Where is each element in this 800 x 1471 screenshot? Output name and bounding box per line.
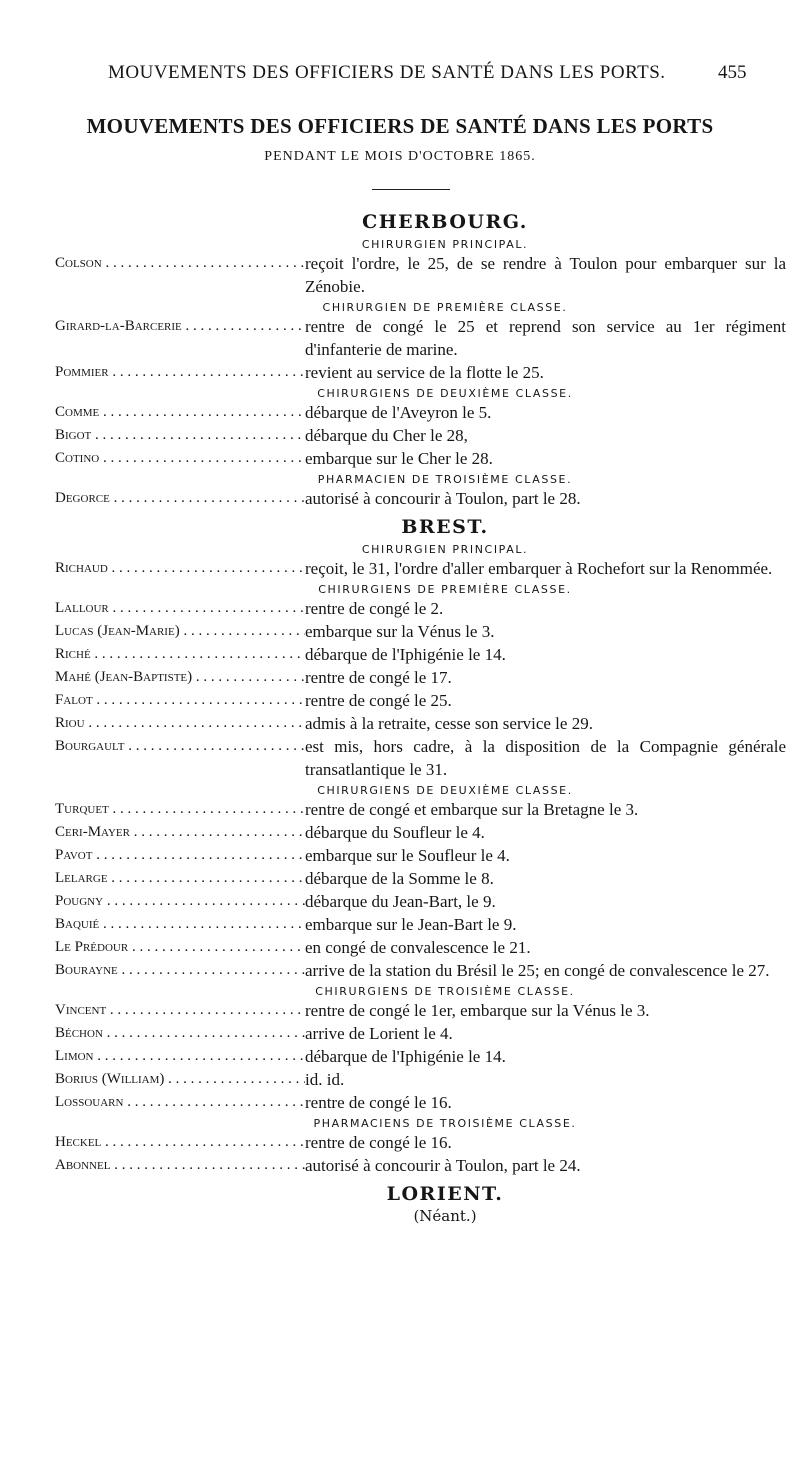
movement-text: reçoit l'ordre, le 25, de se rendre à Toulon pour embarquer sur la Zénobie.	[305, 254, 786, 296]
title-divider	[372, 189, 450, 190]
entry-row	[55, 890, 790, 913]
movement-text: reçoit, le 31, l'ordre d'aller embarquer à Rochefort sur la Renommée.	[305, 559, 773, 578]
entry-row	[55, 643, 790, 666]
document-body	[55, 205, 790, 1225]
officer-name: Falot . . .	[55, 689, 305, 712]
entry-row	[55, 867, 790, 890]
officer-name: Bourgault . . .	[55, 735, 305, 781]
movement-text: débarque du Soufleur le 4.	[305, 823, 485, 842]
entry-row	[55, 424, 790, 447]
officer-name: Richaud . . .	[55, 557, 305, 580]
officer-name: Vincent . . .	[55, 999, 305, 1022]
movement-text: rentre de congé le 16.	[305, 1093, 452, 1112]
grade-heading: CHIRURGIENS DE DEUXIÈME CLASSE.	[317, 387, 573, 400]
officer-name: Degorce . . .	[55, 487, 305, 510]
entry-row	[55, 557, 790, 580]
movement-text: débarque de l'Iphigénie le 14.	[305, 645, 506, 664]
entry-row	[55, 1068, 790, 1091]
grade-heading: PHARMACIEN DE TROISIÈME CLASSE.	[317, 473, 573, 486]
officer-name: Béchon . . .	[55, 1022, 305, 1045]
officer-name: Lallour . . .	[55, 597, 305, 620]
officer-name: Lossouarn . . .	[55, 1091, 305, 1114]
entry-row	[55, 361, 790, 384]
running-header: MOUVEMENTS DES OFFICIERS DE SANTÉ DANS LES PORTS.	[108, 62, 666, 83]
entry-row	[55, 401, 790, 424]
officer-name: Colson . . .	[55, 252, 305, 298]
entry-row	[55, 666, 790, 689]
movement-text: id. id.	[305, 1070, 345, 1089]
movement-text: embarque sur le Soufleur le 4.	[305, 846, 510, 865]
officer-name: Baquié . . .	[55, 913, 305, 936]
movement-text: débarque de l'Iphigénie le 14.	[305, 1047, 506, 1066]
entry-row	[55, 798, 790, 821]
entry-row	[55, 821, 790, 844]
officer-name: Riou . . .	[55, 712, 305, 735]
grade-heading: PHARMACIENS DE TROISIÈME CLASSE.	[313, 1117, 577, 1130]
page-number: 455	[718, 62, 747, 83]
officer-name: Mahé (Jean-Baptiste) . . .	[55, 666, 305, 689]
entry-row	[55, 712, 790, 735]
officer-name: Pommier . . .	[55, 361, 305, 384]
entry-row	[55, 620, 790, 643]
officer-name: Turquet . . .	[55, 798, 305, 821]
page-subtitle: PENDANT LE MOIS D'OCTOBRE 1865.	[264, 149, 536, 164]
movement-text: revient au service de la flotte le 25.	[305, 363, 544, 382]
page-title: MOUVEMENTS DES OFFICIERS DE SANTÉ DANS LES PORTS	[86, 114, 714, 138]
entry-row	[55, 1022, 790, 1045]
movement-text: rentre de congé le 1er, embarque sur la Vénus le 3.	[305, 1001, 650, 1020]
movement-text: est mis, hors cadre, à la disposition de la Compagnie générale transatlantique le 31.	[305, 737, 786, 779]
movement-text: rentre de congé le 25.	[305, 691, 452, 710]
movement-text: autorisé à concourir à Toulon, part le 28.	[305, 489, 581, 508]
entry-row	[55, 1045, 790, 1068]
movement-text: arrive de Lorient le 4.	[305, 1024, 453, 1043]
movement-text: arrive de la station du Brésil le 25; en congé de convalescence le 27.	[305, 961, 770, 980]
officer-name: Pavot . . .	[55, 844, 305, 867]
officer-name: Pougny . . .	[55, 890, 305, 913]
entry-row	[55, 597, 790, 620]
movement-text: débarque du Jean-Bart, le 9.	[305, 892, 496, 911]
movement-text: débarque du Cher le 28,	[305, 426, 468, 445]
officer-name: Riché . . .	[55, 643, 305, 666]
entry-row	[55, 689, 790, 712]
entry-row	[55, 999, 790, 1022]
entry-row	[55, 447, 790, 470]
officer-name: Ceri-Mayer . . .	[55, 821, 305, 844]
entry-row	[55, 913, 790, 936]
officer-name: Abonnel . . .	[55, 1154, 305, 1177]
port-heading: CHERBOURG.	[362, 211, 528, 233]
officer-name: Lucas (Jean-Marie) . . .	[55, 620, 305, 643]
officer-name: Bourayne . . .	[55, 959, 305, 982]
officer-name: Girard-la-Barcerie . . .	[55, 315, 305, 361]
grade-heading: CHIRURGIEN DE PREMIÈRE CLASSE.	[322, 301, 568, 314]
officer-name: Le Prédour . . .	[55, 936, 305, 959]
grade-heading: CHIRURGIEN PRINCIPAL.	[361, 238, 529, 251]
movement-text: rentre de congé le 2.	[305, 599, 444, 618]
officer-name: Limon . . .	[55, 1045, 305, 1068]
movement-text: rentre de congé et embarque sur la Bretagne le 3.	[305, 800, 639, 819]
officer-name: Bigot . . .	[55, 424, 305, 447]
entry-row	[55, 1091, 790, 1114]
officer-name: Lelarge . . .	[55, 867, 305, 890]
entry-row	[55, 252, 790, 298]
entry-row	[55, 735, 790, 781]
entry-row	[55, 936, 790, 959]
movement-text: rentre de congé le 25 et reprend son service au 1er régiment d'infanterie de marine.	[305, 317, 786, 359]
port-heading: BREST.	[401, 516, 489, 538]
grade-heading: CHIRURGIENS DE PREMIÈRE CLASSE.	[318, 583, 572, 596]
officer-name: Cotino . . .	[55, 447, 305, 470]
officer-name: Borius (William) . . .	[55, 1068, 305, 1091]
movement-text: débarque de l'Aveyron le 5.	[305, 403, 492, 422]
movement-text: en congé de convalescence le 21.	[305, 938, 531, 957]
entry-row	[55, 315, 790, 361]
officer-name: Heckel . . .	[55, 1131, 305, 1154]
grade-heading: CHIRURGIENS DE TROISIÈME CLASSE.	[315, 985, 575, 998]
movement-text: débarque de la Somme le 8.	[305, 869, 494, 888]
movement-text: autorisé à concourir à Toulon, part le 24.	[305, 1156, 581, 1175]
officer-name: Comme . . .	[55, 401, 305, 424]
entry-row	[55, 844, 790, 867]
movement-text: embarque sur le Jean-Bart le 9.	[305, 915, 517, 934]
grade-heading: CHIRURGIENS DE DEUXIÈME CLASSE.	[317, 784, 573, 797]
movement-text: rentre de congé le 17.	[305, 668, 452, 687]
entry-row	[55, 487, 790, 510]
entry-row	[55, 1154, 790, 1177]
port-note: (Néant.)	[413, 1207, 477, 1225]
movement-text: rentre de congé le 16.	[305, 1133, 452, 1152]
port-heading: LORIENT.	[386, 1183, 504, 1205]
entry-row	[55, 959, 790, 982]
movement-text: embarque sur la Vénus le 3.	[305, 622, 495, 641]
entry-row	[55, 1131, 790, 1154]
grade-heading: CHIRURGIEN PRINCIPAL.	[361, 543, 529, 556]
movement-text: embarque sur le Cher le 28.	[305, 449, 493, 468]
movement-text: admis à la retraite, cesse son service le 29.	[305, 714, 593, 733]
